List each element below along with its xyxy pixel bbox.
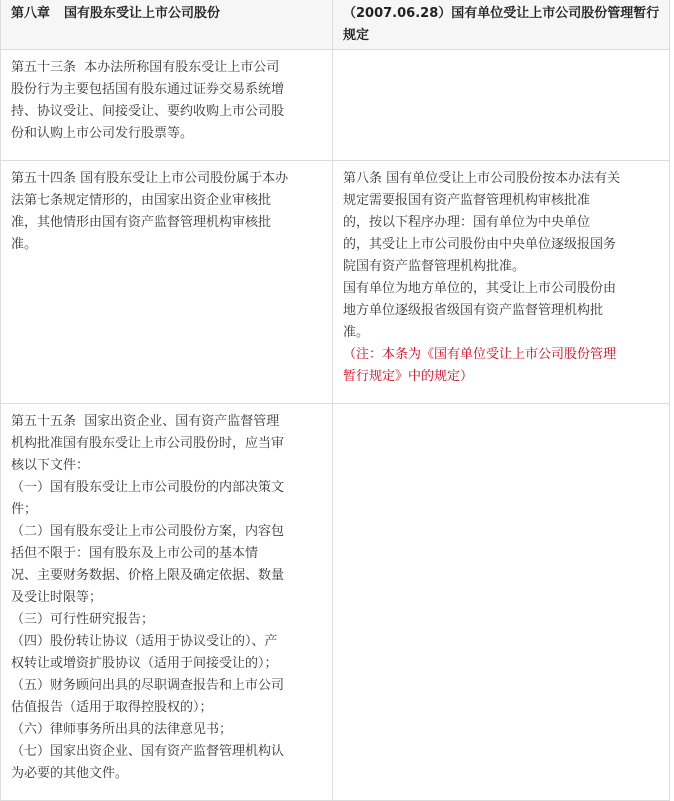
text-line: （四）股份转让协议（适用于协议受让的）、产 <box>11 634 278 649</box>
row3-left-cell <box>1 404 333 801</box>
row2-right-cell <box>333 161 670 404</box>
row1-right-cell <box>333 50 670 161</box>
text-line: 为必要的其他文件。 <box>11 766 129 781</box>
text-line: 股份行为主要包括国有股东通过证券交易系统增 <box>11 82 285 97</box>
text-line: 第八条 国有单位受让上市公司股份按本办法有关 <box>343 171 621 186</box>
text-line: 的，其受让上市公司股份由中央单位逐级报国务 <box>343 237 617 252</box>
row2-left-cell <box>1 161 333 404</box>
header-right-cell <box>333 0 670 50</box>
text-line: 的，按以下程序办理：国有单位为中央单位 <box>343 215 591 230</box>
text-line: 份和认购上市公司发行股票等。 <box>11 126 194 141</box>
text-line: 持、协议受让、间接受让、要约收购上市公司股 <box>11 104 285 119</box>
text-line: 第五十五条 国家出资企业、国有资产监督管理 <box>11 414 280 429</box>
text-line: 机构批准国有股东受让上市公司股份时，应当审 <box>11 436 285 451</box>
text-line: （七）国家出资企业、国有资产监督管理机构认 <box>11 744 285 759</box>
table-row <box>1 404 670 801</box>
text-line: 规定需要报国有资产监督管理机构审核批准 <box>343 193 591 208</box>
text-line: 地方单位逐级报省级国有资产监督管理机构批 <box>343 303 604 318</box>
text-line: 及受让时限等； <box>11 590 103 605</box>
text-line: 准。 <box>343 325 370 340</box>
editor-note-line: 暂行规定》中的规定） <box>343 369 474 384</box>
row3-right-cell <box>333 404 670 801</box>
regulation-title: （2007.06.28）国有单位受让上市公司股份管理暂行规定 <box>343 6 660 43</box>
text-line: 准，其他情形由国有资产监督管理机构审核批 <box>11 215 272 230</box>
text-line: 院国有资产监督管理机构批准。 <box>343 259 526 274</box>
chapter-label: 第八章 <box>11 6 51 21</box>
text-line: 准。 <box>11 237 38 252</box>
text-line: 估值报告（适用于取得控股权的）； <box>11 700 213 715</box>
text-line: 权转让或增资扩股协议（适用于间接受让的）； <box>11 656 278 671</box>
text-line: （二）国有股东受让上市公司股份方案，内容包 <box>11 524 285 539</box>
editor-note-line: （注：本条为《国有单位受让上市公司股份管理 <box>343 347 617 362</box>
text-line: 核以下文件： <box>11 458 90 473</box>
chapter-title: 国有股东受让上市公司股份 <box>64 6 221 21</box>
text-line: 况、主要财务数据、价格上限及确定依据、数量 <box>11 568 285 583</box>
table-row <box>1 161 670 404</box>
table-header-row <box>1 0 670 50</box>
text-line: 第五十三条 本办法所称国有股东受让上市公司 <box>11 60 280 75</box>
text-line: 件； <box>11 502 38 517</box>
table-row <box>1 50 670 161</box>
text-line: （三）可行性研究报告； <box>11 612 155 627</box>
text-line: （五）财务顾问出具的尽职调查报告和上市公司 <box>11 678 285 693</box>
text-line: 括但不限于：国有股东及上市公司的基本情 <box>11 546 259 561</box>
text-line: （一）国有股东受让上市公司股份的内部决策文 <box>11 480 285 495</box>
row1-left-cell <box>1 50 333 161</box>
header-left-cell <box>1 0 333 50</box>
text-line: （六）律师事务所出具的法律意见书； <box>11 722 233 737</box>
text-line: 第五十四条 国有股东受让上市公司股份属于本办 <box>11 171 289 186</box>
text-line: 法第七条规定情形的，由国家出资企业审核批 <box>11 193 272 208</box>
text-line: 国有单位为地方单位的，其受让上市公司股份由 <box>343 281 617 296</box>
